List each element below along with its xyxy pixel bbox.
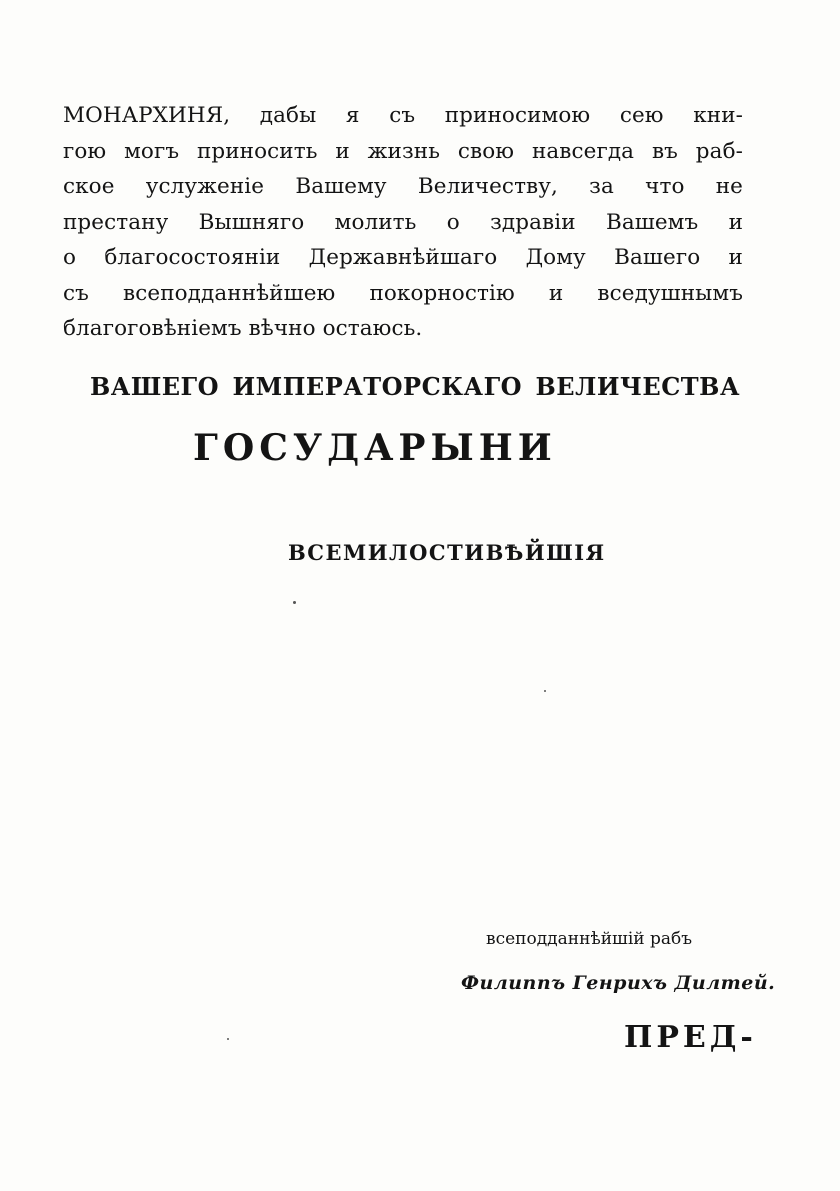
address-heading-sovereign: ГОСУДАРЫНИ xyxy=(193,427,557,469)
paragraph-line-5: о благосостояніи Державнѣйшаго Дому Вашего и xyxy=(63,245,743,270)
address-heading-majesty: ВАШЕГО ИМПЕРАТОРСКАГО ВЕЛИЧЕСТВА xyxy=(90,372,740,401)
paragraph-line-4: престану Вышняго молить о здравіи Вашемъ и xyxy=(63,209,743,235)
signature-name: Филиппъ Генрихъ Дилтей. xyxy=(461,972,776,994)
paragraph-line-7: благоговѣніемъ вѣчно остаюсь. xyxy=(63,316,423,341)
signature-title: всеподданнѣйшій рабъ xyxy=(486,929,693,949)
paragraph-line-3: ское услуженіе Вашему Величеству, за что не xyxy=(63,174,743,199)
paragraph-line-6: съ всеподданнѣйшею покорностію и вседушнымъ xyxy=(63,280,743,306)
paper-speck xyxy=(544,690,546,692)
paragraph-line-2: гою могъ приносить и жизнь свою навсегда въ раб- xyxy=(63,138,743,164)
paper-speck xyxy=(227,1038,229,1040)
paragraph-line-1: МОНАРХИНЯ, дабы я съ приносимою сею кни- xyxy=(63,103,743,128)
catchword: ПРЕД- xyxy=(624,1020,757,1055)
dedication-paragraph xyxy=(63,98,743,347)
address-heading-most-gracious: ВСЕМИЛОСТИВѢЙШІЯ xyxy=(288,540,606,565)
paper-speck xyxy=(293,601,296,604)
